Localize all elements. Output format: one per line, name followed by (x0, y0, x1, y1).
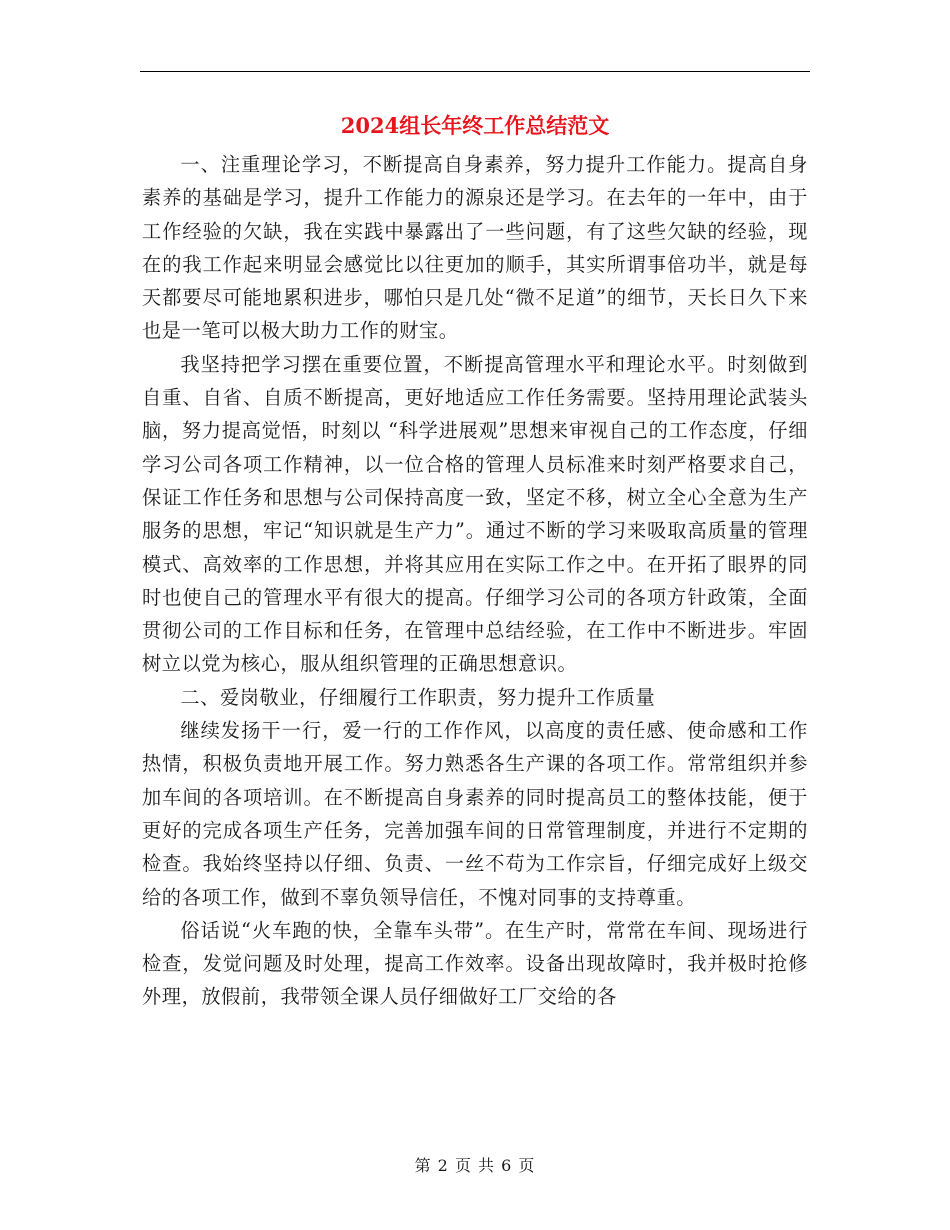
document-body (142, 148, 808, 1014)
paragraph-3: 继续发扬干一行，爱一行的工作作风，以高度的责任感、使命感和工作热情，积极负责地开展工作。努力熟悉各生产课的各项工作。常常组织并参加车间的各项培训。在不断提高自身素养的同时提高员工的整体技能，便于更好的完成各项生产任务，完善加强车间的日常管理制度，并进行不定期的检查。我始终坚持以仔细、负责、一丝不苟为工作宗旨，仔细完成好上级交给的各项工作，做到不辜负领导信任，不愧对同事的支持尊重。 (142, 719, 808, 909)
section-heading-2: 二、爱岗敬业，仔细履行工作职责，努力提升工作质量 (180, 685, 656, 709)
paragraph-2: 我坚持把学习摆在重要位置，不断提高管理水平和理论水平。时刻做到自重、自省、自质不断提高，更好地适应工作任务需要。坚持用理论武装头脑，努力提高觉悟，时刻以 “科学进展观”思想来审视自己的工作态度，仔细学习公司各项工作精神，以一位合格的管理人员标准来时刻严格要求自己，保证工作任务和思想与公司保持高度一致，坚定不移，树立全心全意为生产服务的思想，牢记“知识就是生产力”。通过不断的学习来吸取高质量的管理模式、高效率的工作思想，并将其应用在实际工作之中。在开拓了眼界的同时也使自己的管理水平有很大的提高。仔细学习公司的各项方针政策，全面贯彻公司的工作目标和任务，在管理中总结经验，在工作中不断进步。牢固树立以党为核心，服从组织管理的正确思想意识。 (142, 352, 808, 676)
paragraph-4: 俗话说“火车跑的快，全靠车头带”。在生产时，常常在车间、现场进行检查，发觉问题及时处理，提高工作效率。设备出现故障时，我并极时抢修外理，放假前，我带领全课人员仔细做好工厂交给的各 (142, 918, 808, 1009)
page-number-footer: 第 2 页 共 6 页 (414, 1156, 536, 1175)
header-rule (140, 71, 810, 72)
paragraph-1: 一、注重理论学习，不断提高自身素养，努力提升工作能力。提高自身素养的基础是学习，提升工作能力的源泉还是学习。在去年的一年中，由于工作经验的欠缺，我在实践中暴露出了一些问题，有了这些欠缺的经验，现在的我工作起来明显会感觉比以往更加的顺手，其实所谓事倍功半，就是每天都要尽可能地累积进步，哪怕只是几处“微不足道”的细节，天长日久下来也是一笔可以极大助力工作的财宝。 (142, 153, 808, 343)
document-title: 2024组长年终工作总结范文 (340, 113, 610, 138)
